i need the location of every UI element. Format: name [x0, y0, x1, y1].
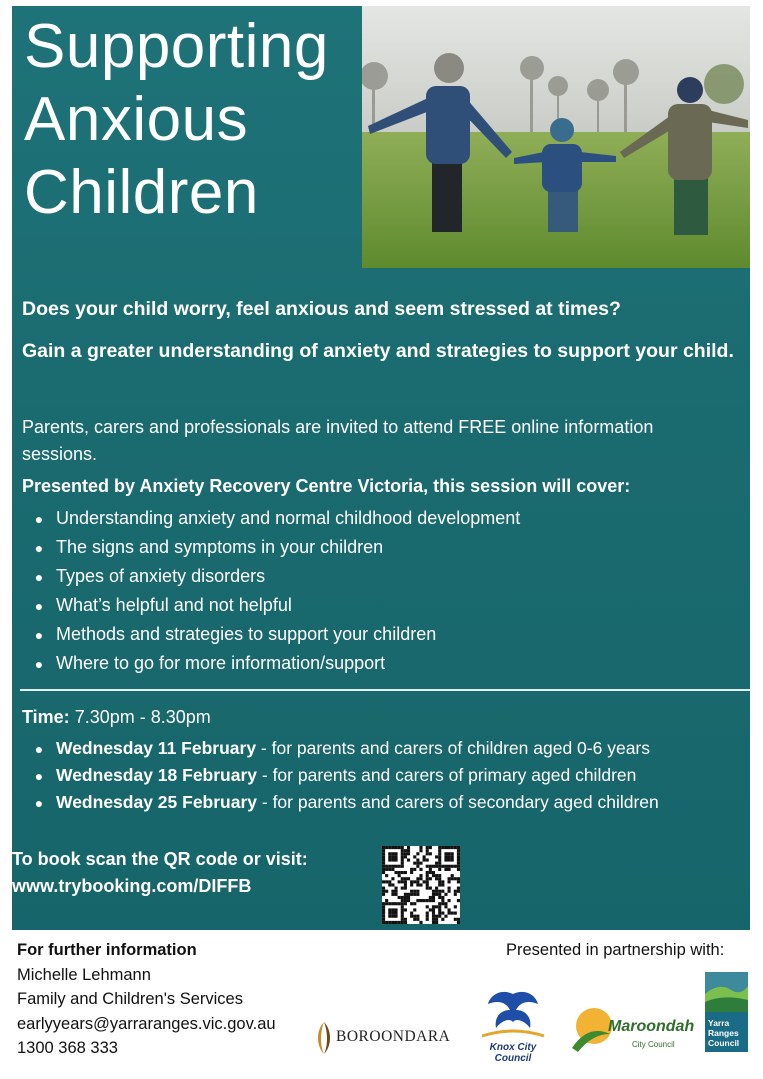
- session-day: Wednesday 11 February: [56, 738, 257, 758]
- session-day: Wednesday 18 February: [56, 765, 258, 785]
- maroondah-subtext: City Council: [632, 1040, 675, 1049]
- session-dates-list: [22, 735, 659, 816]
- session-detail: - for parents and carers of primary aged children: [257, 765, 637, 785]
- boroondara-logo: [314, 1018, 454, 1058]
- poster-title: [24, 10, 364, 229]
- contact-email[interactable]: earlyyears@yarraranges.vic.gov.au: [17, 1014, 276, 1033]
- bullet-icon: ●: [34, 795, 44, 811]
- yarra-text-line: Council: [708, 1038, 740, 1048]
- children-holding-hands-photo: [362, 6, 750, 268]
- poster-panel: [12, 6, 750, 930]
- topic-text: Methods and strategies to support your children: [56, 624, 437, 644]
- session-detail: - for parents and carers of children aged 0-6 years: [256, 738, 651, 758]
- list-item: [22, 735, 659, 762]
- title-line-2: Anxious: [24, 85, 249, 154]
- topic-text: What’s helpful and not helpful: [56, 595, 292, 615]
- yarra-text: [708, 1018, 739, 1048]
- headline-question: Does your child worry, feel anxious and seem stressed at times?: [22, 298, 621, 320]
- time-value: 7.30pm - 8.30pm: [74, 707, 211, 727]
- qr-code[interactable]: [382, 846, 460, 924]
- title-line-3: Children: [24, 158, 259, 227]
- maroondah-text: Maroondah: [608, 1018, 695, 1035]
- bullet-icon: ●: [34, 741, 44, 757]
- title-line-1: Supporting: [24, 12, 329, 81]
- presenter-line: Presented by Anxiety Recovery Centre Victoria, this session will cover:: [22, 476, 631, 496]
- bullet-icon: ●: [34, 656, 44, 672]
- contact-phone: 1300 368 333: [17, 1039, 118, 1057]
- contact-department: Family and Children's Services: [17, 990, 243, 1008]
- contact-heading: For further information: [17, 941, 197, 959]
- booking-instruction: To book scan the QR code or visit:: [12, 849, 308, 869]
- bullet-icon: ●: [34, 540, 44, 556]
- topic-text: Types of anxiety disorders: [56, 566, 266, 586]
- bullet-icon: ●: [34, 598, 44, 614]
- list-item: [22, 591, 520, 620]
- list-item: [22, 504, 520, 533]
- headline-subheading: Gain a greater understanding of anxiety and strategies to support your child.: [22, 340, 734, 362]
- bullet-icon: ●: [34, 511, 44, 527]
- maroondah-logo: [568, 1004, 695, 1058]
- list-item: [22, 533, 520, 562]
- topic-text: The signs and symptoms in your children: [56, 537, 384, 557]
- maroondah-sun-icon: [568, 1004, 612, 1054]
- session-detail: - for parents and carers of secondary aged children: [257, 792, 659, 812]
- contact-block: [17, 938, 276, 1061]
- yarra-ranges-logo: [705, 972, 748, 1052]
- session-time: [22, 707, 211, 728]
- bullet-icon: ●: [34, 768, 44, 784]
- list-item: [22, 620, 520, 649]
- yarra-text-line: Yarra: [708, 1018, 730, 1028]
- topics-list: [22, 504, 520, 678]
- boroondara-leaf-icon: [314, 1020, 334, 1056]
- list-item: [22, 762, 659, 789]
- topic-text: Where to go for more information/support: [56, 653, 386, 673]
- knox-eagle-icon: [470, 988, 556, 1044]
- contact-name: Michelle Lehmann: [17, 965, 151, 984]
- intro-paragraph: Parents, carers and professionals are invited to attend FREE online information sessions.: [22, 417, 654, 464]
- session-day: Wednesday 25 February: [56, 792, 258, 812]
- list-item: [22, 789, 659, 816]
- divider: [20, 689, 750, 691]
- booking-info: [12, 846, 308, 900]
- boroondara-text: BOROONDARA: [336, 1028, 451, 1045]
- yarra-hills-icon: [705, 972, 748, 1012]
- booking-link[interactable]: www.trybooking.com/DIFFB: [12, 876, 252, 896]
- knox-text: Knox City Council: [489, 1042, 537, 1064]
- time-label: Time:: [22, 707, 70, 727]
- knox-logo: [470, 988, 556, 1064]
- partnership-heading: Presented in partnership with:: [506, 941, 725, 959]
- yarra-text-line: Ranges: [708, 1028, 739, 1038]
- bullet-icon: ●: [34, 569, 44, 585]
- list-item: [22, 562, 520, 591]
- bullet-icon: ●: [34, 627, 44, 643]
- topic-text: Understanding anxiety and normal childhood development: [56, 508, 521, 528]
- list-item: [22, 649, 520, 678]
